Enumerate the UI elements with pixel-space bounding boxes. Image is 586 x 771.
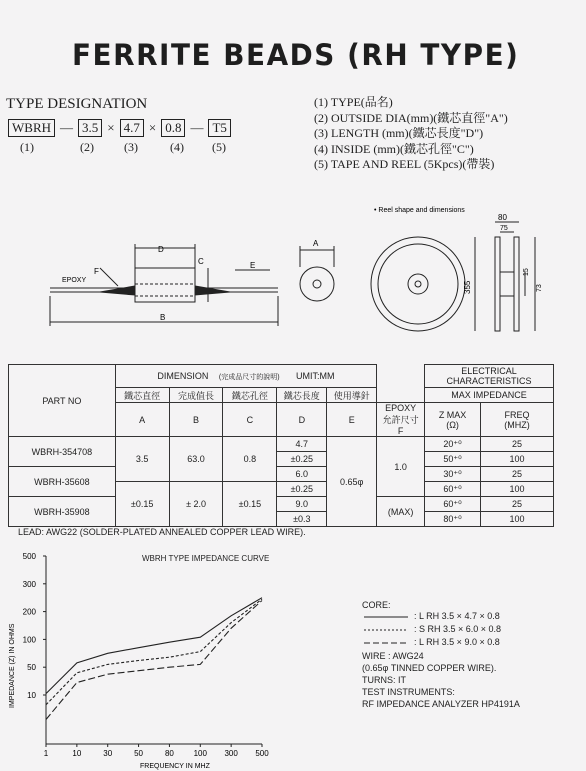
code-sep: — xyxy=(60,119,73,135)
zmax-value: 80⁺⁰ xyxy=(425,512,481,527)
freq-header: FREQ (MHZ) xyxy=(481,403,554,437)
x-tick-label: 300 xyxy=(224,749,238,758)
zmax-value: 60⁺⁰ xyxy=(425,482,481,497)
chart-title: WBRH TYPE IMPEDANCE CURVE xyxy=(142,554,270,563)
spec-table xyxy=(8,364,554,527)
chart-xlabel: FREQUENCY IN MHZ xyxy=(140,763,210,770)
zmax-value: 60⁺⁰ xyxy=(425,497,481,512)
b-nominal: 63.0 xyxy=(169,437,223,482)
code-sep: × xyxy=(148,119,157,135)
reel-note: • Reel shape and dimensions xyxy=(374,207,465,214)
impedance-chart xyxy=(0,548,290,771)
freq-value: 100 xyxy=(481,512,554,527)
code-tape-reel: T5 xyxy=(208,119,230,137)
code-number: (1) xyxy=(20,140,34,154)
b-tolerance: ± 2.0 xyxy=(169,482,223,527)
impedance-curve-solid xyxy=(46,598,262,694)
code-number: (3) xyxy=(124,140,138,154)
dimension-drawing xyxy=(0,200,586,350)
f-nominal: 1.0 xyxy=(377,437,425,497)
core-legend-lines xyxy=(362,612,412,652)
y-tick-label: 200 xyxy=(22,607,36,617)
d-value: ±0.25 xyxy=(277,482,327,497)
code-length: 4.7 xyxy=(120,119,144,137)
x-tick-label: 500 xyxy=(255,749,269,758)
dim-label-f: F xyxy=(94,267,99,276)
d-value: ±0.3 xyxy=(277,512,327,527)
col-letter: B xyxy=(169,403,223,437)
x-tick-label: 50 xyxy=(134,749,144,758)
part-no-header: PART NO xyxy=(9,365,116,437)
epoxy-left xyxy=(100,286,135,295)
designation-code xyxy=(8,118,231,137)
part-number: WBRH-35908 xyxy=(9,497,116,527)
f-max: (MAX) xyxy=(377,497,425,527)
legend-item: (5) TAPE AND REEL (5Kpcs)(帶裝) xyxy=(314,157,495,172)
bead-end-view xyxy=(300,267,334,301)
y-tick-label: 500 xyxy=(22,552,36,561)
col-cn: 鐵芯直徑 xyxy=(115,388,169,403)
epoxy-cn-header: EPOXY 允許尺寸 F xyxy=(377,403,425,437)
zmax-header: Z MAX (Ω) xyxy=(425,403,481,437)
d-value: 9.0 xyxy=(277,497,327,512)
col-cn: 完成值長 xyxy=(169,388,223,403)
d-value: 4.7 xyxy=(277,437,327,452)
epoxy-label: EPOXY xyxy=(62,277,87,284)
col-letter: C xyxy=(223,403,277,437)
col-letter: D xyxy=(277,403,327,437)
col-cn: 鐵芯孔徑 xyxy=(223,388,277,403)
col-cn: 使用導針 xyxy=(327,388,377,403)
code-number: (2) xyxy=(80,140,94,154)
turns-note: TURNS: IT xyxy=(362,675,406,685)
lead-note: LEAD: AWG22 (SOLDER-PLATED ANNEALED COPPER LEAD WIRE). xyxy=(18,527,306,537)
col-cn: 鐵芯長度 xyxy=(277,388,327,403)
col-letter: A xyxy=(115,403,169,437)
y-tick-label: 50 xyxy=(27,663,36,673)
impedance-curve-long-dash xyxy=(46,601,262,720)
designation-legend xyxy=(314,95,508,173)
x-tick-label: 80 xyxy=(164,749,174,758)
wire-detail: (0.65φ TINNED COPPER WIRE). xyxy=(362,663,497,673)
reel-d2: 73 xyxy=(536,284,543,292)
x-tick-label: 1 xyxy=(43,749,49,758)
core-line: : L RH 3.5 × 9.0 × 0.8 xyxy=(414,637,500,647)
epoxy-header xyxy=(377,365,425,403)
freq-value: 25 xyxy=(481,497,554,512)
d-value: ±0.25 xyxy=(277,452,327,467)
y-tick-label: 100 xyxy=(22,635,36,645)
legend-item: (2) OUTSIDE DIA(mm)(鐵芯直徑"A") xyxy=(314,110,508,125)
analyzer-note: RF IMPEDANCE ANALYZER HP4191A xyxy=(362,699,520,709)
epoxy-right xyxy=(195,286,230,295)
part-number: WBRH-35608 xyxy=(9,467,116,497)
code-type: WBRH xyxy=(8,119,55,137)
legend-item: (3) LENGTH (mm)(鐵芯長度"D") xyxy=(314,126,484,141)
c-tolerance: ±0.15 xyxy=(223,482,277,527)
reel-dia: 355 xyxy=(463,280,472,294)
reel-front-view xyxy=(371,237,465,331)
freq-value: 100 xyxy=(481,482,554,497)
reel-d1: 15 xyxy=(523,268,530,276)
legend-item: (4) INSIDE (mm)(鐵芯孔徑"C") xyxy=(314,141,474,156)
freq-value: 25 xyxy=(481,467,554,482)
dim-label-b: B xyxy=(160,313,166,322)
dimension-header: DIMENSION (完成品尺寸的說明) UMIT:MM xyxy=(115,365,376,388)
core-line: : L RH 3.5 × 4.7 × 0.8 xyxy=(414,611,500,621)
x-tick-label: 10 xyxy=(72,749,82,758)
y-tick-label: 300 xyxy=(22,579,36,589)
col-letter: E xyxy=(327,403,377,437)
test-instruments: TEST INSTRUMENTS: xyxy=(362,687,455,697)
y-tick-label: 10 xyxy=(27,691,36,700)
dim-label-e: E xyxy=(250,261,256,270)
dim-label-d: D xyxy=(158,245,164,254)
reel-width: 80 xyxy=(498,213,507,222)
dim-label-c: C xyxy=(198,257,204,266)
c-nominal: 0.8 xyxy=(223,437,277,482)
x-tick-label: 30 xyxy=(103,749,113,758)
type-designation-heading: TYPE DESIGNATION xyxy=(6,96,148,112)
dim-label-a: A xyxy=(313,239,319,248)
e-value: 0.65φ xyxy=(327,437,377,527)
bead-body xyxy=(135,268,195,302)
part-number: WBRH-354708 xyxy=(9,437,116,467)
chart-ylabel: IMPEDANCE (Z) IN OHMS xyxy=(9,623,16,708)
core-line: : S RH 3.5 × 6.0 × 0.8 xyxy=(414,624,502,634)
d-value: 6.0 xyxy=(277,467,327,482)
code-inside: 0.8 xyxy=(161,119,185,137)
reel-hub: 75 xyxy=(500,225,508,232)
electrical-header: ELECTRICAL CHARACTERISTICS xyxy=(425,365,554,388)
code-number: (5) xyxy=(212,140,226,154)
code-outside-dia: 3.5 xyxy=(78,119,102,137)
zmax-value: 20⁺⁰ xyxy=(425,437,481,452)
a-tolerance: ±0.15 xyxy=(115,482,169,527)
wire-note: WIRE : AWG24 xyxy=(362,651,424,661)
freq-value: 25 xyxy=(481,437,554,452)
legend-item: (1) TYPE(品名) xyxy=(314,95,393,109)
x-tick-label: 100 xyxy=(193,749,207,758)
code-sep: — xyxy=(190,119,204,135)
max-impedance-header: MAX IMPEDANCE xyxy=(425,388,554,403)
zmax-value: 30⁺⁰ xyxy=(425,467,481,482)
a-nominal: 3.5 xyxy=(115,437,169,482)
code-number: (4) xyxy=(170,140,184,154)
reel-side-view xyxy=(495,237,500,331)
code-sep: × xyxy=(107,119,115,135)
zmax-value: 50⁺⁰ xyxy=(425,452,481,467)
impedance-curve-dashed xyxy=(46,599,262,705)
page-title: FERRITE BEADS (RH TYPE) xyxy=(72,38,520,72)
freq-value: 100 xyxy=(481,452,554,467)
core-label: CORE: xyxy=(362,600,391,610)
